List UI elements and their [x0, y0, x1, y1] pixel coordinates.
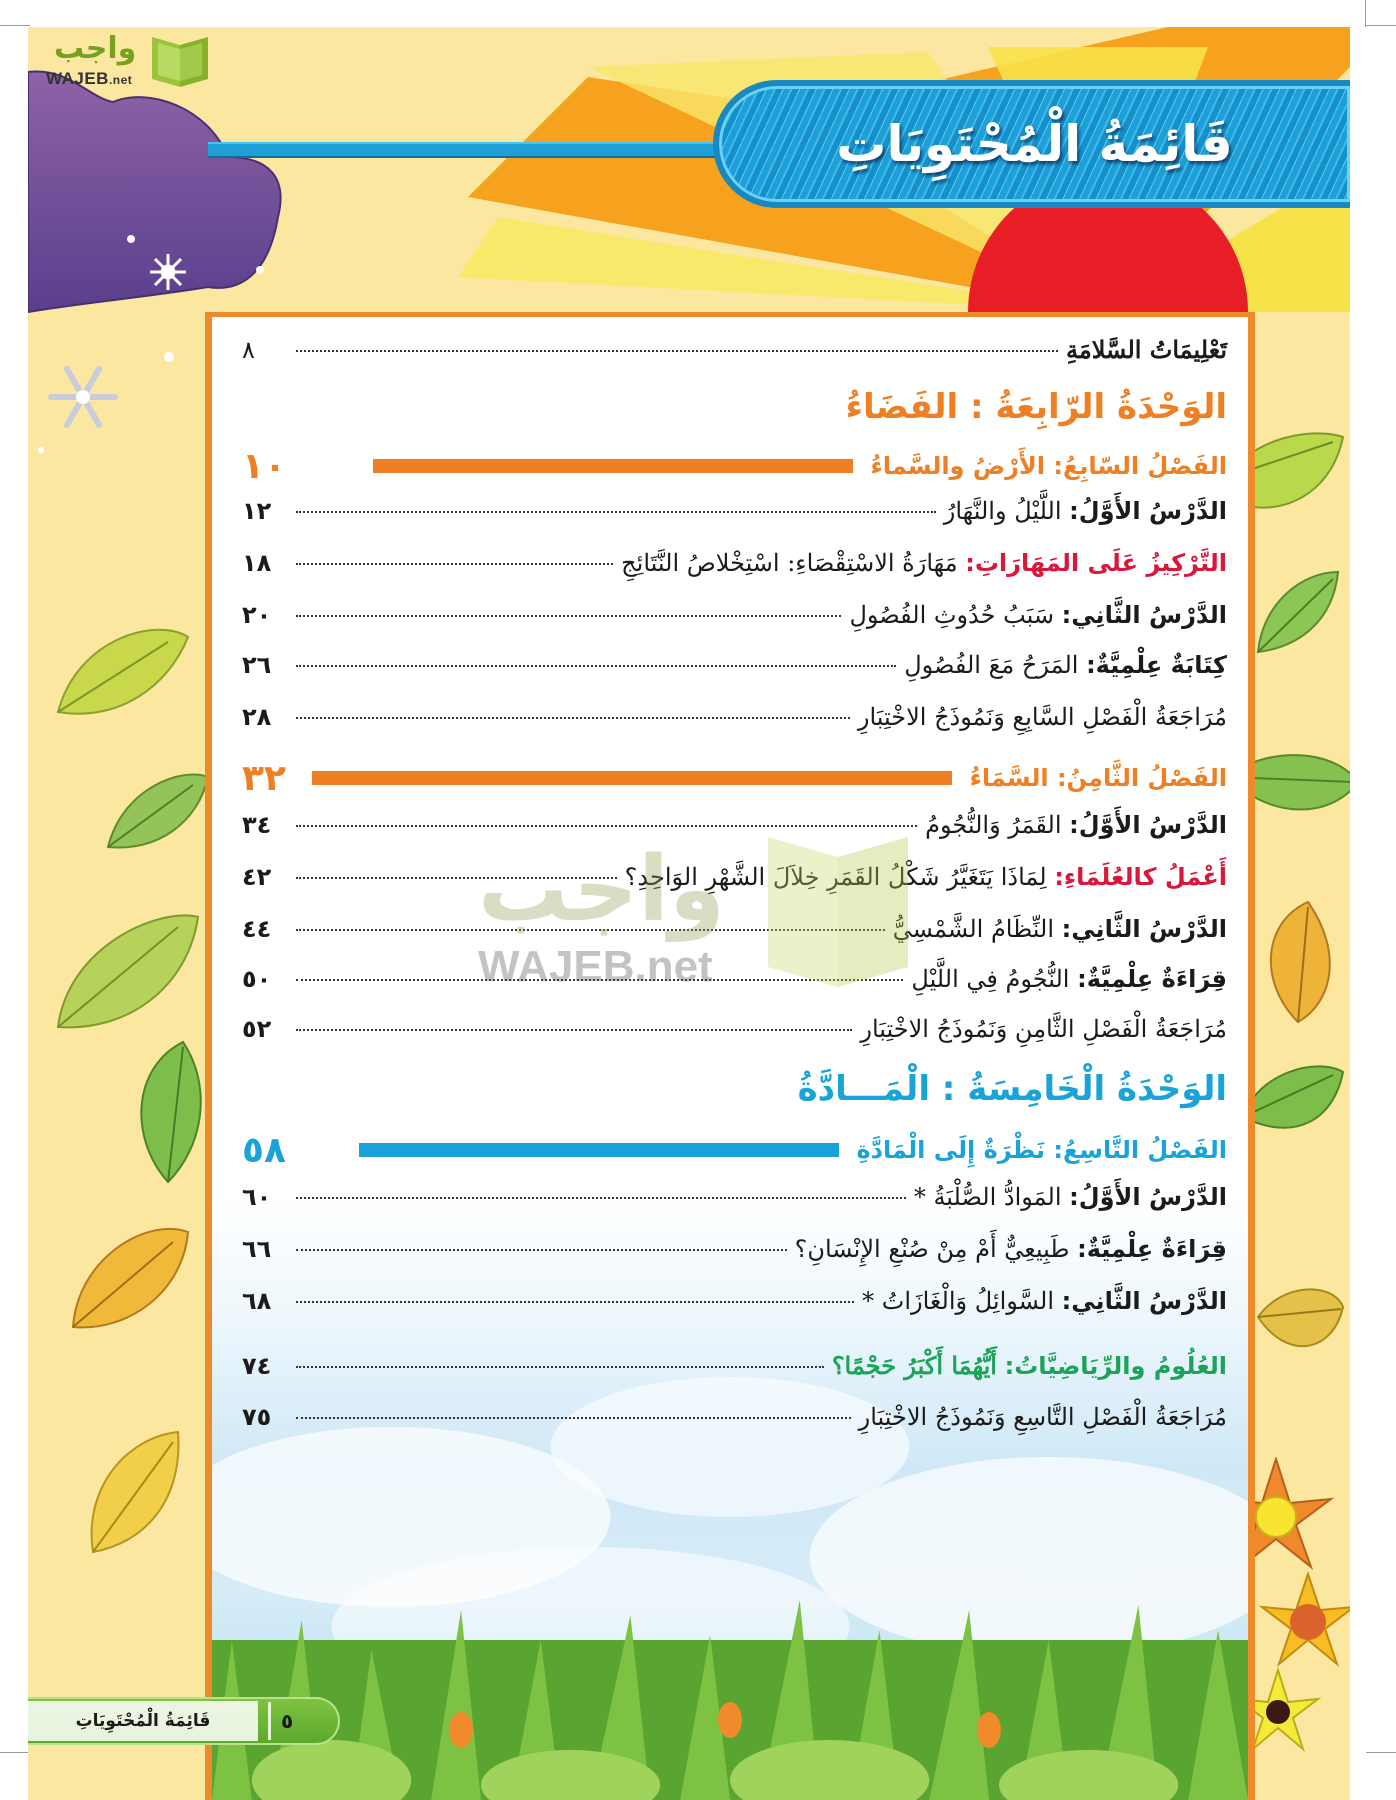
toc-entry[interactable]	[242, 549, 1227, 593]
page-title: قَائِمَةُ الْمُحْتَوِيَاتِ	[836, 115, 1233, 173]
entry-text: المَرَحُ مَعَ الفُصُولِ	[904, 651, 1079, 679]
leader-dots	[296, 877, 617, 879]
toc-page-number: ١٢	[242, 497, 272, 525]
page-number: ٥	[281, 1709, 294, 1733]
toc-page-number: ٤٤	[242, 915, 272, 943]
chapter-title: الفَصْلُ الثَّامِنُ: السَّمَاءُ	[969, 764, 1227, 792]
crop-mark	[1366, 1752, 1396, 1753]
toc-page-number: ٦٠	[242, 1183, 272, 1211]
leaf-icon	[1253, 567, 1343, 657]
toc-page-number: ٢٨	[242, 703, 272, 731]
toc-entry[interactable]	[242, 863, 1227, 907]
toc-page-number: ٢٠	[242, 601, 272, 629]
flower-icon	[1258, 1572, 1350, 1672]
toc-entry[interactable]	[242, 811, 1227, 855]
crop-mark	[0, 25, 30, 26]
toc-page-number: ٣٤	[242, 811, 272, 839]
unit-heading[interactable]: الوَحْدَةُ الرّابِعَةُ : الفَضَاءُ	[845, 387, 1227, 427]
toc-entry[interactable]	[242, 1235, 1227, 1279]
leader-dots	[296, 1301, 854, 1303]
entry-text: طَبِيعِيٌّ أَمْ مِنْ صُنْعِ الإِنْسَانِ؟	[794, 1235, 1070, 1263]
entry-text: مَهَارَةُ الاسْتِقْصَاءِ: اسْتِخْلاصُ النَّتَائِجِ	[621, 549, 958, 577]
unit-heading[interactable]: الوَحْدَةُ الْخَامِسَةُ : الْمَـــادَّةُ	[797, 1069, 1227, 1109]
toc-entry[interactable]	[242, 1183, 1227, 1227]
chapter-page-number: ٥٨	[242, 1129, 286, 1171]
toc-page-number: ٧٥	[242, 1403, 272, 1431]
toc-entry[interactable]	[242, 651, 1227, 695]
open-book-icon	[144, 35, 216, 87]
leaf-icon	[1253, 1277, 1348, 1367]
crop-mark	[1366, 25, 1396, 26]
entry-prefix: الدَّرْسُ الثَّانِي:	[1061, 601, 1227, 629]
chapter-page-number: ٣٢	[242, 757, 286, 799]
leader-dots	[296, 1197, 906, 1199]
entry-text: مُرَاجَعَةُ الْفَصْلِ السَّابِعِ وَنَمُوذَجُ الاخْتِبَارِ	[857, 703, 1227, 731]
toc-page-number: ٥٠	[242, 965, 272, 993]
toc-page-number: ٦٦	[242, 1235, 272, 1263]
toc-entry-safety[interactable]	[242, 335, 1227, 379]
entry-text: أَيُّهُمَا أَكْبَرُ حَجْمًا؟	[831, 1351, 997, 1380]
chapter-heading[interactable]	[242, 753, 1227, 803]
entry-prefix: كِتَابَةٌ عِلْمِيَّةٌ:	[1086, 651, 1227, 679]
leader-dots	[296, 511, 936, 513]
toc-page-number: ٥٢	[242, 1015, 272, 1043]
leaf-icon	[1248, 897, 1348, 1027]
wajeb-watermark: واجب WAJEB.net	[458, 837, 958, 997]
entry-prefix: الدَّرْسُ الثَّانِي:	[1061, 1287, 1227, 1315]
entry-prefix: أَعْمَلُ كالعُلَمَاءِ:	[1054, 863, 1227, 891]
entry-text: مُرَاجَعَةُ الْفَصْلِ الثَّامِنِ وَنَمُوذَجُ الاخْتِبَارِ	[860, 1015, 1227, 1043]
logo-latin: WAJEB.net	[46, 69, 133, 88]
leader-dots	[296, 615, 841, 617]
leader-dots	[296, 350, 1058, 352]
toc-page-number: ٦٨	[242, 1287, 272, 1315]
entry-prefix: قِرَاءَةٌ عِلْمِيَّةٌ:	[1077, 1235, 1227, 1263]
chapter-bar	[312, 771, 952, 785]
entry-text: مُرَاجَعَةُ الْفَصْلِ التَّاسِعِ وَنَمُوذَجُ الاخْتِبَارِ	[858, 1403, 1227, 1431]
toc-entry[interactable]	[242, 1287, 1227, 1331]
leader-dots	[296, 979, 903, 981]
leaf-icon	[48, 907, 208, 1037]
toc-entry[interactable]	[242, 1403, 1227, 1447]
entry-prefix: التَّرْكِيزُ عَلَى المَهَارَاتِ:	[965, 549, 1227, 577]
snowflake-icon	[150, 254, 186, 290]
entry-text: النُّجُومُ فِي اللَّيْلِ	[911, 965, 1070, 993]
entry-text: سَبَبُ حُدُوثِ الفُصُولِ	[849, 601, 1055, 629]
leader-dots	[296, 1029, 852, 1031]
leader-dots	[296, 1417, 851, 1419]
leaf-icon	[48, 617, 198, 727]
leader-dots	[296, 1366, 824, 1368]
snow-dot	[164, 352, 174, 362]
toc-entry-label: تَعْلِيمَاتُ السَّلامَةِ	[1065, 335, 1227, 364]
contents-page	[28, 27, 1350, 1800]
wajeb-logo[interactable]	[32, 29, 222, 93]
entry-prefix: قِرَاءَةٌ عِلْمِيَّةٌ:	[1077, 965, 1227, 993]
chapter-title: الفَصْلُ السّابِعُ: الأَرْضُ والسَّماءُ	[870, 452, 1227, 480]
toc-entry[interactable]	[242, 703, 1227, 747]
toc-page-number: ٤٢	[242, 863, 272, 891]
title-rule	[208, 142, 768, 158]
chapter-bar	[359, 1143, 839, 1157]
leader-dots	[296, 563, 613, 565]
leader-dots	[296, 717, 850, 719]
entry-text: لِمَاذَا يَتَغَيَّرُ شَكْلُ القَمَرِ خِلاَلَ الشَّهْرِ الوَاحِدِ؟	[624, 863, 1047, 891]
crop-mark	[0, 1752, 30, 1753]
entry-text: السَّوائِلُ وَالْغَازَاتُ *	[862, 1287, 1055, 1315]
title-banner	[713, 80, 1350, 208]
leaf-icon	[103, 767, 213, 857]
footer-section-label: قَائِمَةُ الْمُحْتَوِيَاتِ	[75, 1711, 211, 1731]
entry-text: النِّظَامُ الشَّمْسِيُّ	[892, 915, 1055, 943]
leaf-icon	[123, 1037, 213, 1187]
toc-page-number: ٧٤	[242, 1352, 272, 1380]
leaf-icon	[78, 1427, 188, 1557]
entry-text: المَوادُّ الصُّلْبَةُ *	[913, 1183, 1062, 1211]
toc-entry[interactable]	[242, 915, 1227, 959]
toc-page-number: ١٨	[242, 549, 272, 577]
leader-dots	[296, 825, 917, 827]
chapter-heading[interactable]	[242, 1125, 1227, 1175]
entry-prefix: الدَّرْسُ الثَّانِي:	[1061, 915, 1227, 943]
entry-prefix: العُلُومُ والرِّيَاضِيَّاتُ:	[1004, 1352, 1227, 1380]
logo-arabic: واجب	[54, 31, 137, 66]
crop-mark	[1365, 0, 1366, 27]
entry-text: القَمَرُ وَالنُّجُومُ	[925, 811, 1062, 839]
toc-page-number: ٨	[242, 336, 255, 364]
grass-icon	[212, 1580, 1248, 1800]
entry-prefix: الدَّرْسُ الأَوَّلُ:	[1069, 497, 1227, 525]
page-footer-tab	[28, 1697, 340, 1745]
snow-dot	[38, 447, 44, 453]
chapter-page-number: ١٠	[242, 445, 286, 487]
entry-text: اللَّيْلُ والنَّهَارُ	[943, 497, 1062, 525]
footer-label-box	[28, 1701, 258, 1741]
toc-panel	[205, 312, 1255, 1800]
footer-divider	[268, 1702, 271, 1740]
leader-dots	[296, 1249, 787, 1251]
chapter-heading[interactable]	[242, 441, 1227, 491]
toc-page-number: ٢٦	[242, 651, 272, 679]
leader-dots	[296, 665, 896, 667]
toc-entry[interactable]	[242, 497, 1227, 541]
chapter-title: الفَصْلُ التَّاسِعُ: نَظْرَةٌ إِلَى الْمَادَّةِ	[856, 1136, 1227, 1164]
cloud-icon	[28, 67, 288, 337]
leader-dots	[296, 929, 885, 931]
entry-prefix: الدَّرْسُ الأَوَّلُ:	[1069, 1183, 1227, 1211]
toc-entry[interactable]	[242, 965, 1227, 1009]
toc-entry[interactable]	[242, 1015, 1227, 1059]
leaf-icon	[58, 1217, 198, 1337]
entry-prefix: الدَّرْسُ الأَوَّلُ:	[1069, 811, 1227, 839]
toc-entry[interactable]	[242, 601, 1227, 645]
snowflake-icon	[43, 357, 123, 437]
toc-entry[interactable]	[242, 1351, 1227, 1395]
chapter-bar	[373, 459, 853, 473]
